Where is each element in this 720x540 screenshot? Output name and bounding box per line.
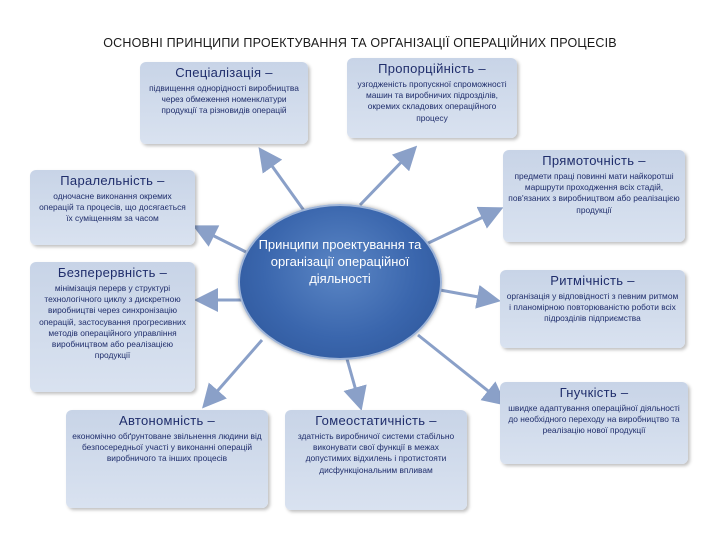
principle-directflow [503,150,685,242]
continuity-heading: Безперервність – [57,265,168,280]
directflow-heading: Прямоточність – [542,153,646,168]
arrow-proportionality [360,150,413,205]
proportionality-text: узгодженість пропускної спроможності машин та виробничих підрозділів, окремих складових операційного процесу [357,79,507,123]
rhythm-text: організація у відповідності з певним ритмом і планомірною повторюваністю роботи всіх підрозділів підприємства [506,291,679,324]
rhythm-heading: Ритмічність – [550,273,635,288]
continuity-text: мінімізація перерв у структурі технологічного циклу з дискретною виробництві через синхронізацію операцій, застосування прогресивних методів операційного управління виробництвом або реалізацією продукції [39,283,186,361]
homeostasis-text: здатність виробничої системи стабільно виконувати свої функції в межах допустимих відхилень і протистояти дисфункціональним впливам [297,431,455,475]
arrow-specialization [262,152,305,212]
principle-proportionality [347,58,517,138]
autonomy-text: економічно обґрунтоване звільнення людини від безпосередньої участі у виконанні операцій виробничого та інших процесів [72,431,262,464]
principle-continuity [30,262,195,392]
principle-parallelism [30,170,195,245]
center-hub-label: Принципи проектування та організації операційної діяльності [258,237,422,286]
principle-homeostasis [285,410,467,510]
homeostasis-heading: Гомеостатичність – [315,413,437,428]
directflow-text: предмети праці повинні мати найкоротші маршрути проходження всіх стадій, пов'язаних з виробництвом або реалізацією продукції [508,171,680,215]
principle-autonomy [66,410,268,508]
page-title: ОСНОВНІ ПРИНЦИПИ ПРОЕКТУВАННЯ ТА ОРГАНІЗАЦІЇ ОПЕРАЦІЙНИХ ПРОЦЕСІВ [103,36,617,50]
arrow-homeostasis [347,359,360,405]
proportionality-heading: Пропорційність – [378,61,486,76]
parallelism-heading: Паралельність – [60,173,165,188]
principle-flexibility [500,382,688,464]
principle-rhythm [500,270,685,348]
arrow-rhythm [440,290,495,300]
principle-specialization [140,62,308,144]
arrow-parallelism [198,228,246,252]
autonomy-heading: Автономність – [118,413,215,428]
flexibility-text: швидке адаптування операційної діяльності до необхідного переходу на виробництво та реалізацію нової продукції [508,403,680,436]
center-hub [238,204,442,360]
flexibility-heading: Гнучкість – [559,385,629,400]
arrow-flexibility [418,335,502,402]
arrow-directflow [422,210,498,246]
arrow-autonomy [206,340,262,404]
parallelism-text: одночасне виконання окремих операцій та процесів, що досягається їх суміщенням за часом [39,191,186,224]
specialization-text: підвищення однорідності виробництва через обмеження номенклатури продукції та різновидів операцій [149,83,299,116]
specialization-heading: Спеціалізація – [175,65,273,80]
